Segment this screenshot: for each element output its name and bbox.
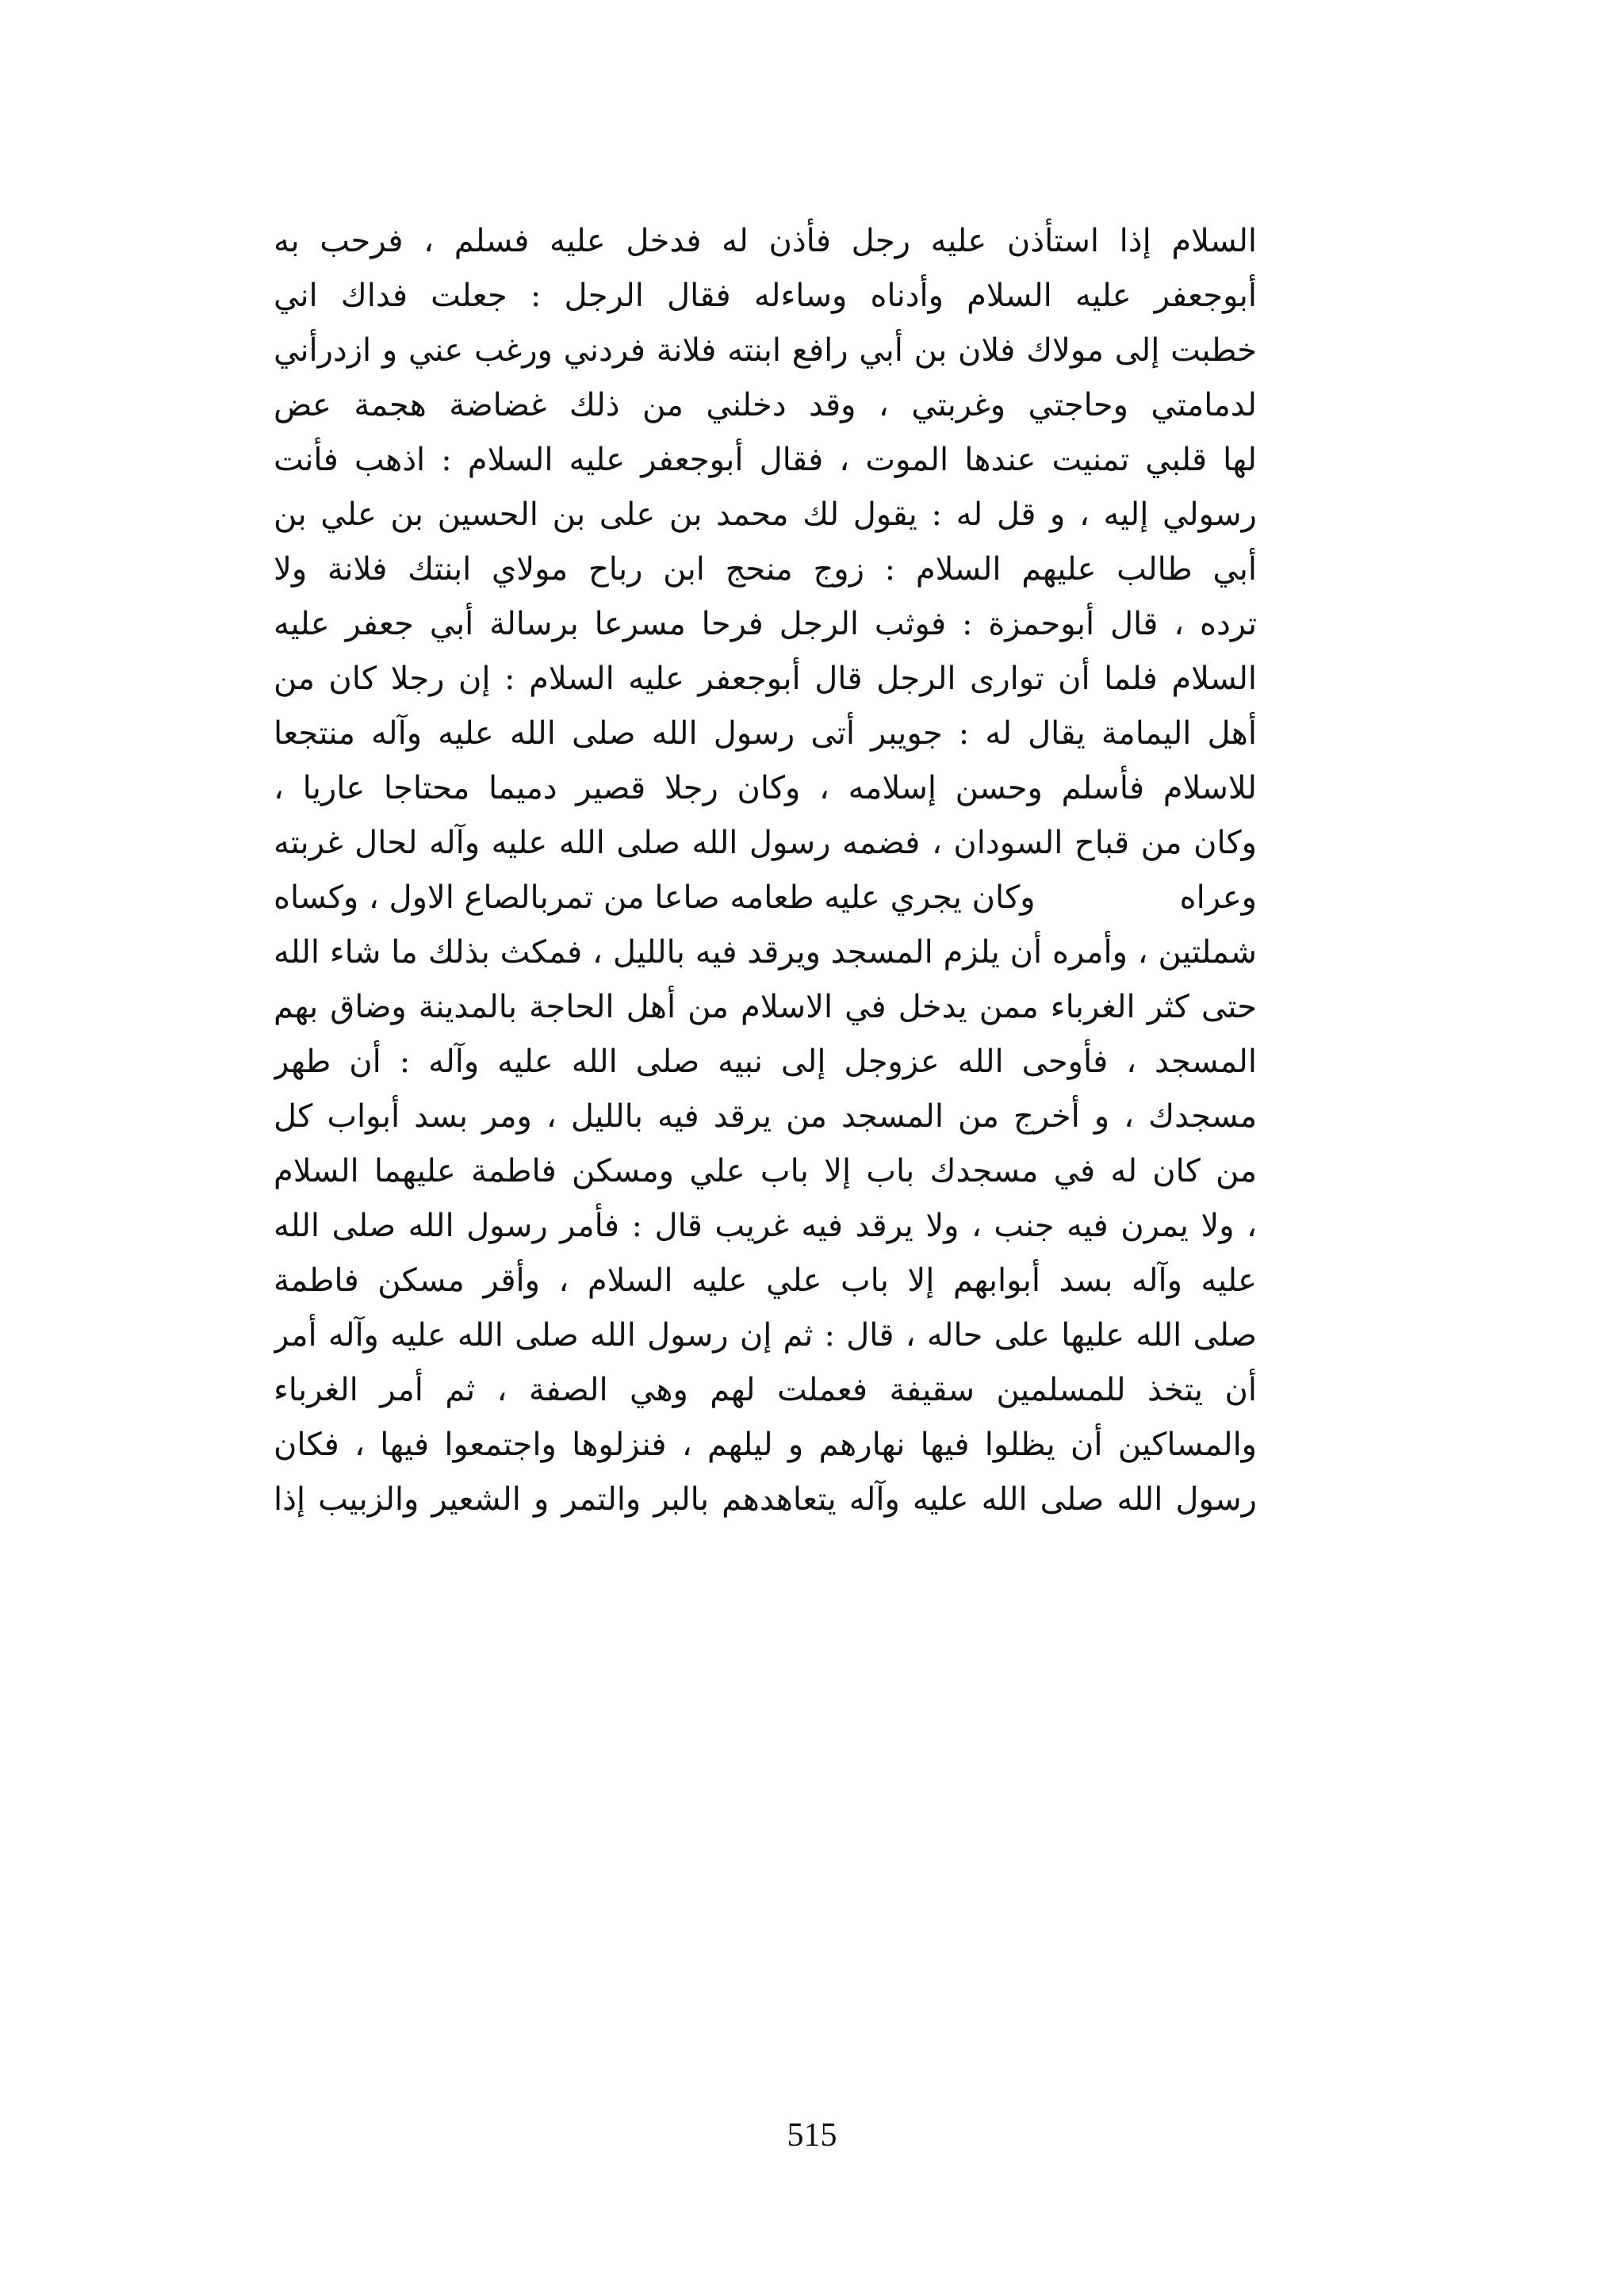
- text-line: ، ولا يمرن فيه جنب ، ولا يرقد فيه غريب قال : فأمر رسول الله صلى الله: [274, 1208, 1257, 1244]
- text-line: من كان له في مسجدك باب إلا باب علي ومسكن فاطمة عليهما السلام: [274, 1153, 1257, 1189]
- text-line: مسجدك ، و أخرج من المسجد من يرقد فيه بالليل ، ومر بسد أبواب كل: [274, 1098, 1257, 1135]
- text-line: وكان من قباح السودان ، فضمه رسول الله صلى الله عليه وآله لحال غربته: [274, 825, 1257, 861]
- text-line: لدمامتي وحاجتي وغربتي ، وقد دخلني من ذلك غضاضة هجمة عض: [274, 387, 1257, 423]
- text-line: ترده ، قال أبوحمزة : فوثب الرجل فرحا مسرعا برسالة أبي جعفر عليه: [274, 606, 1257, 642]
- text-line: السلام فلما أن توارى الرجل قال أبوجعفر عليه السلام : إن رجلا كان من: [274, 661, 1257, 697]
- text-line: المسجد ، فأوحى الله عزوجل إلى نبيه صلى الله عليه وآله : أن طهر: [274, 1044, 1257, 1080]
- text-line: أن يتخذ للمسلمين سقيفة فعملت لهم وهي الصفة ، ثم أمر الغرباء: [274, 1372, 1257, 1408]
- text-line: السلام إذا استأذن عليه رجل فأذن له فدخل عليه فسلم ، فرحب به: [274, 223, 1257, 259]
- text-line: لها قلبي تمنيت عندها الموت ، فقال أبوجعفر عليه السلام : اذهب فأنت: [274, 442, 1257, 478]
- text-line-segment-right: وعراه: [1179, 879, 1257, 916]
- text-line: أبوجعفر عليه السلام وأدناه وساءله فقال الرجل : جعلت فداك اني: [274, 278, 1257, 314]
- text-line: للاسلام فأسلم وحسن إسلامه ، وكان رجلا قصير دميما محتاجا عاريا ،: [274, 770, 1257, 806]
- text-line: حتى كثر الغرباء ممن يدخل في الاسلام من أهل الحاجة بالمدينة وضاق بهم: [274, 989, 1257, 1025]
- text-line: رسول الله صلى الله عليه وآله يتعاهدهم بالبر والتمر و الشعير والزبيب إذا: [274, 1481, 1257, 1518]
- body-text: [274, 214, 1257, 1527]
- text-line: رسولي إليه ، و قل له : يقول لك محمد بن على بن الحسين بن علي بن: [274, 496, 1257, 533]
- text-line: والمساكين أن يظلوا فيها نهارهم و ليلهم ، فنزلوها واجتمعوا فيها ، فكان: [274, 1427, 1257, 1463]
- text-line: أهل اليمامة يقال له : جويبر أتى رسول الله صلى الله عليه وآله منتجعا: [274, 715, 1257, 752]
- text-line: أبي طالب عليهم السلام : زوج منحج ابن رباح مولاي ابنتك فلانة ولا: [274, 551, 1257, 588]
- text-line-split: [274, 871, 1257, 925]
- text-line: صلى الله عليها على حاله ، قال : ثم إن رسول الله صلى الله عليه وآله أمر: [274, 1317, 1257, 1354]
- text-line: شملتين ، وأمره أن يلزم المسجد ويرقد فيه بالليل ، فمكث بذلك ما شاء الله: [274, 934, 1257, 971]
- page-number: 515: [787, 2117, 837, 2154]
- text-line-segment-left: وكان يجري عليه طعامه صاعا من تمربالصاع الاول ، وكساه: [274, 879, 1036, 916]
- text-line: خطبت إلى مولاك فلان بن أبي رافع ابنته فلانة فردني ورغب عني و ازدرأني: [274, 332, 1257, 369]
- text-line: عليه وآله بسد أبوابهم إلا باب علي عليه السلام ، وأقر مسكن فاطمة: [274, 1262, 1257, 1299]
